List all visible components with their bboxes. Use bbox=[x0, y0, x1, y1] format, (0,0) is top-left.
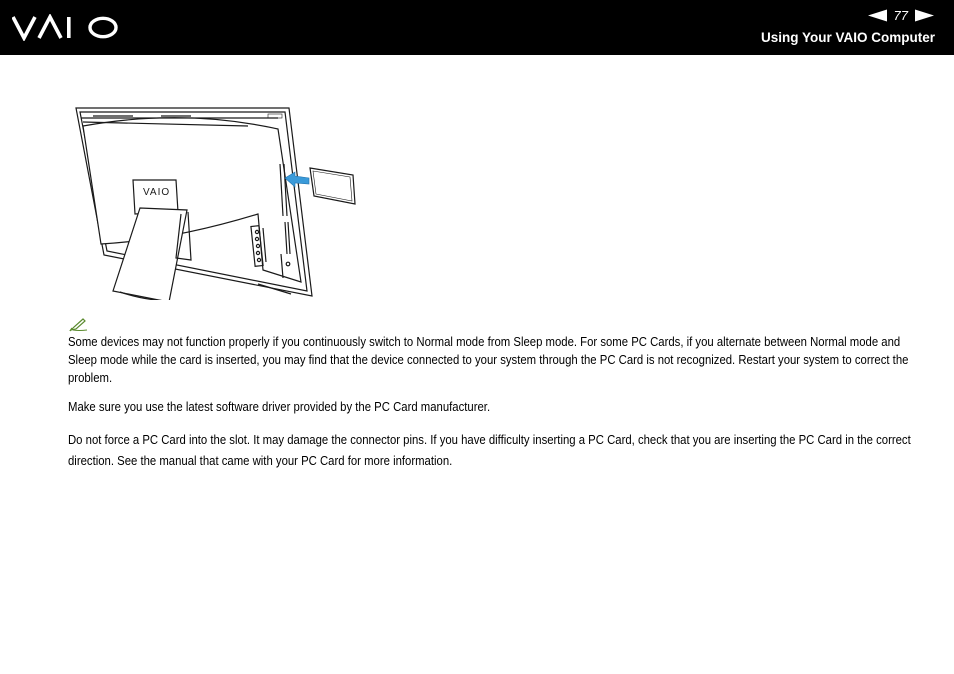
vaio-badge-text: VAIO bbox=[143, 187, 171, 198]
section-title: Using Your VAIO Computer bbox=[760, 30, 935, 45]
page-navigation bbox=[868, 7, 934, 23]
pencil-note-icon bbox=[69, 318, 89, 332]
previous-page-arrow-icon[interactable] bbox=[868, 9, 887, 22]
page-header bbox=[0, 0, 954, 55]
next-page-arrow-icon[interactable] bbox=[915, 9, 934, 22]
pc-card-icon bbox=[310, 168, 355, 204]
note-paragraph-sleep-mode: Some devices may not function properly if you continuously switch to Normal mode from Sleep mode. For some PC Cards, if you alternate between Normal mode and Sleep mode while the card is inserted, you may find that the device connected to your system through the PC Card is not recognized. Restart your system to correct the problem. bbox=[68, 335, 909, 385]
page-number: 77 bbox=[893, 7, 908, 23]
pc-card-insertion-illustration bbox=[73, 104, 363, 300]
note-paragraph-do-not-force: Do not force a PC Card into the slot. It may damage the connector pins. If you have difficulty inserting a PC Card, check that you are inserting the PC Card in the correct direction. See the manual that came with your PC Card for more information. bbox=[68, 433, 911, 468]
note-paragraph-driver: Make sure you use the latest software driver provided by the PC Card manufacturer. bbox=[68, 400, 491, 414]
vaio-logo bbox=[12, 14, 120, 41]
computer-rear-icon bbox=[76, 108, 312, 300]
